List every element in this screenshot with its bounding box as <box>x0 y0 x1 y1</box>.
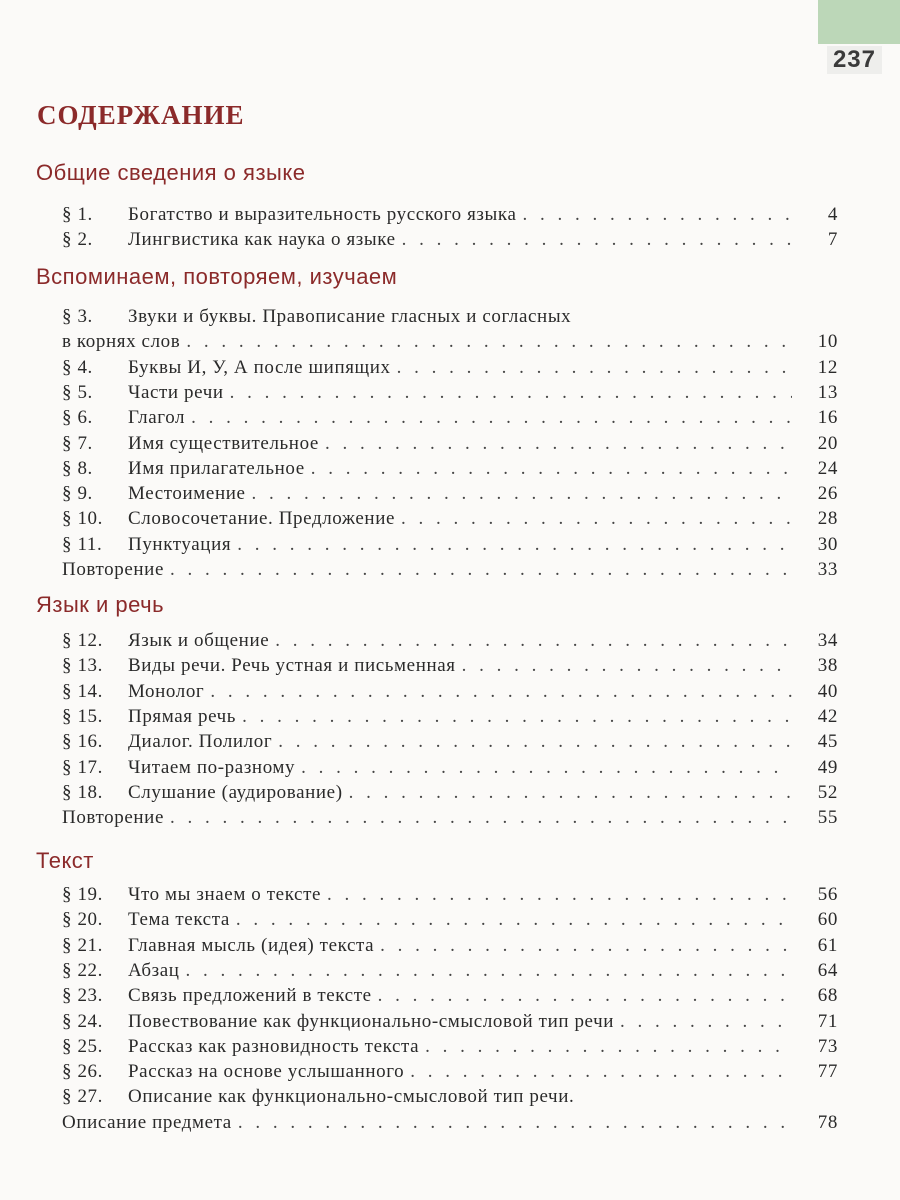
dot-leader <box>301 757 792 779</box>
toc-entry[interactable] <box>62 306 838 330</box>
toc-entry[interactable] <box>62 935 838 959</box>
toc-entry-continuation[interactable] <box>62 331 838 355</box>
entry-title: Лингвистика как наука о языке <box>128 229 396 251</box>
toc-entry[interactable] <box>62 433 838 457</box>
entry-title: Связь предложений в тексте <box>128 985 372 1007</box>
paragraph-number: § 20. <box>62 909 103 931</box>
page-ref: 45 <box>817 731 838 753</box>
page-ref: 77 <box>817 1061 838 1083</box>
page-ref: 49 <box>817 756 838 778</box>
page-ref: 28 <box>817 508 838 530</box>
paragraph-number: § 21. <box>62 934 103 956</box>
entry-title-continuation: Описание предмета <box>62 1111 232 1133</box>
entry-title: Пунктуация <box>128 533 232 555</box>
dot-leader <box>397 357 792 379</box>
dot-leader <box>327 884 792 906</box>
page-ref: 12 <box>817 356 838 378</box>
page-ref: 38 <box>817 655 838 677</box>
entry-title: Местоимение <box>128 483 246 505</box>
toc-entry-continuation[interactable] <box>62 1112 838 1136</box>
paragraph-number: § 6. <box>62 407 93 429</box>
page-ref: 40 <box>817 680 838 702</box>
toc-entry[interactable] <box>62 960 838 984</box>
toc-entry[interactable] <box>62 1086 838 1110</box>
page-number: 237 <box>827 46 882 74</box>
page-ref: 20 <box>817 432 838 454</box>
paragraph-number: § 27. <box>62 1086 103 1108</box>
dot-leader <box>380 935 792 957</box>
toc-entry[interactable] <box>62 357 838 381</box>
page-ref: 26 <box>817 483 838 505</box>
toc-entry[interactable] <box>62 630 838 654</box>
paragraph-number: § 3. <box>62 306 93 327</box>
dot-leader <box>410 1061 792 1083</box>
dot-leader <box>425 1036 792 1058</box>
dot-leader <box>191 407 792 429</box>
section-heading: Язык и речь <box>36 592 165 617</box>
dot-leader <box>238 1112 792 1134</box>
toc-entry[interactable] <box>62 731 838 755</box>
page-ref: 61 <box>817 934 838 956</box>
dot-leader <box>242 706 792 728</box>
paragraph-number: § 1. <box>62 204 93 225</box>
dot-leader <box>402 229 792 251</box>
dot-leader <box>236 909 792 931</box>
entry-title: Звуки и буквы. Правописание гласных и согласных <box>128 306 572 327</box>
page-ref: 60 <box>817 909 838 931</box>
dot-leader <box>170 559 792 581</box>
toc-entry-review[interactable] <box>62 559 838 583</box>
toc-entry[interactable] <box>62 909 838 933</box>
page-ref: 16 <box>817 407 838 429</box>
paragraph-number: § 11. <box>62 533 103 555</box>
dot-leader <box>522 204 792 226</box>
paragraph-number: § 22. <box>62 959 103 981</box>
page-ref: 52 <box>817 781 838 803</box>
paragraph-number: § 18. <box>62 781 103 803</box>
section-heading: Вспоминаем, повторяем, изучаем <box>36 264 398 289</box>
toc-entry[interactable] <box>62 229 838 253</box>
entry-title: Повторение <box>62 807 164 829</box>
toc-entry[interactable] <box>62 706 838 730</box>
dot-leader <box>401 508 792 530</box>
entry-title: Повторение <box>62 559 164 580</box>
entry-title: Буквы И, У, А после шипящих <box>128 356 391 378</box>
dot-leader <box>278 731 792 753</box>
paragraph-number: § 26. <box>62 1061 103 1083</box>
toc-entry[interactable] <box>62 1011 838 1035</box>
paragraph-number: § 13. <box>62 655 103 677</box>
paragraph-number: § 15. <box>62 705 103 727</box>
dot-leader <box>210 681 792 703</box>
page-ref: 13 <box>817 381 838 403</box>
dot-leader <box>462 655 792 677</box>
toc-entry[interactable] <box>62 985 838 1009</box>
paragraph-number: § 25. <box>62 1035 103 1057</box>
paragraph-number: § 16. <box>62 731 103 753</box>
entry-title: Части речи <box>128 381 224 403</box>
entry-title: Прямая речь <box>128 705 237 727</box>
toc-entry[interactable] <box>62 483 838 507</box>
entry-title: Язык и общение <box>128 630 270 651</box>
page-ref: 56 <box>817 884 838 905</box>
entry-title-continuation: в корнях слов <box>62 331 181 353</box>
entry-title: Диалог. Полилог <box>128 731 273 753</box>
entry-title: Слушание (аудирование) <box>128 781 343 803</box>
paragraph-number: § 9. <box>62 483 93 505</box>
page-title: СОДЕРЖАНИЕ <box>37 100 245 130</box>
entry-title: Словосочетание. Предложение <box>128 508 395 530</box>
dot-leader <box>252 483 792 505</box>
toc-entry[interactable] <box>62 508 838 532</box>
entry-title: Читаем по-разному <box>128 756 296 778</box>
dot-leader <box>186 331 792 353</box>
page-ref: 7 <box>827 229 838 251</box>
toc-entry[interactable] <box>62 1061 838 1085</box>
page-ref: 34 <box>817 630 838 651</box>
entry-title: Абзац <box>128 959 180 981</box>
paragraph-number: § 19. <box>62 884 103 905</box>
toc-entry[interactable] <box>62 782 838 806</box>
section-heading: Текст <box>36 848 94 873</box>
toc-entry[interactable] <box>62 534 838 558</box>
dot-leader <box>349 782 792 804</box>
page-ref: 42 <box>817 705 838 727</box>
entry-title: Глагол <box>128 407 186 429</box>
entry-title: Монолог <box>128 680 205 702</box>
paragraph-number: § 14. <box>62 680 103 702</box>
paragraph-number: § 2. <box>62 229 93 251</box>
page-ref: 10 <box>817 331 838 353</box>
paragraph-number: § 5. <box>62 381 93 403</box>
dot-leader <box>325 433 792 455</box>
page-ref: 68 <box>817 985 838 1007</box>
paragraph-number: § 7. <box>62 432 93 454</box>
entry-title: Виды речи. Речь устная и письменная <box>128 655 456 677</box>
page-ref: 55 <box>817 807 838 829</box>
dot-leader <box>378 985 792 1007</box>
entry-title: Тема текста <box>128 909 230 931</box>
paragraph-number: § 8. <box>62 457 93 479</box>
toc-entry[interactable] <box>62 407 838 431</box>
entry-title: Что мы знаем о тексте <box>128 884 322 905</box>
paragraph-number: § 10. <box>62 508 103 530</box>
dot-leader <box>275 630 792 652</box>
toc-entry[interactable] <box>62 458 838 482</box>
dot-leader <box>237 534 792 556</box>
page-ref: 78 <box>817 1111 838 1133</box>
page-ref: 73 <box>817 1035 838 1057</box>
entry-title: Описание как функционально-смысловой тип речи. <box>128 1086 575 1108</box>
paragraph-number: § 12. <box>62 630 103 651</box>
entry-title: Главная мысль (идея) текста <box>128 934 375 956</box>
dot-leader <box>230 382 792 404</box>
toc-entry[interactable] <box>62 757 838 781</box>
dot-leader <box>186 960 792 982</box>
paragraph-number: § 23. <box>62 985 103 1007</box>
entry-title: Повествование как функционально-смысловой тип речи <box>128 1010 615 1032</box>
entry-title: Имя существительное <box>128 432 319 454</box>
entry-title: Рассказ на основе услышанного <box>128 1061 405 1083</box>
dot-leader <box>311 458 792 480</box>
paragraph-number: § 17. <box>62 756 103 778</box>
entry-title: Рассказ как разновидность текста <box>128 1035 420 1057</box>
toc-entry-review[interactable] <box>62 807 838 831</box>
toc-entry[interactable] <box>62 655 838 679</box>
paragraph-number: § 24. <box>62 1010 103 1032</box>
section-heading: Общие сведения о языке <box>36 160 306 185</box>
page-corner-tab <box>818 0 900 44</box>
toc-entry[interactable] <box>62 1036 838 1060</box>
toc-entry[interactable] <box>62 382 838 406</box>
entry-title: Имя прилагательное <box>128 457 305 479</box>
toc-entry[interactable] <box>62 884 838 908</box>
page-ref: 71 <box>817 1010 838 1032</box>
page-ref: 24 <box>817 457 838 479</box>
toc-entry[interactable] <box>62 204 838 228</box>
page-ref: 64 <box>817 959 838 981</box>
page-ref: 4 <box>827 204 838 225</box>
paragraph-number: § 4. <box>62 356 93 378</box>
dot-leader <box>620 1011 792 1033</box>
dot-leader <box>170 807 792 829</box>
toc-entry[interactable] <box>62 681 838 705</box>
entry-title: Богатство и выразительность русского языка <box>128 204 517 225</box>
page-ref: 33 <box>817 559 838 580</box>
page-ref: 30 <box>817 533 838 555</box>
